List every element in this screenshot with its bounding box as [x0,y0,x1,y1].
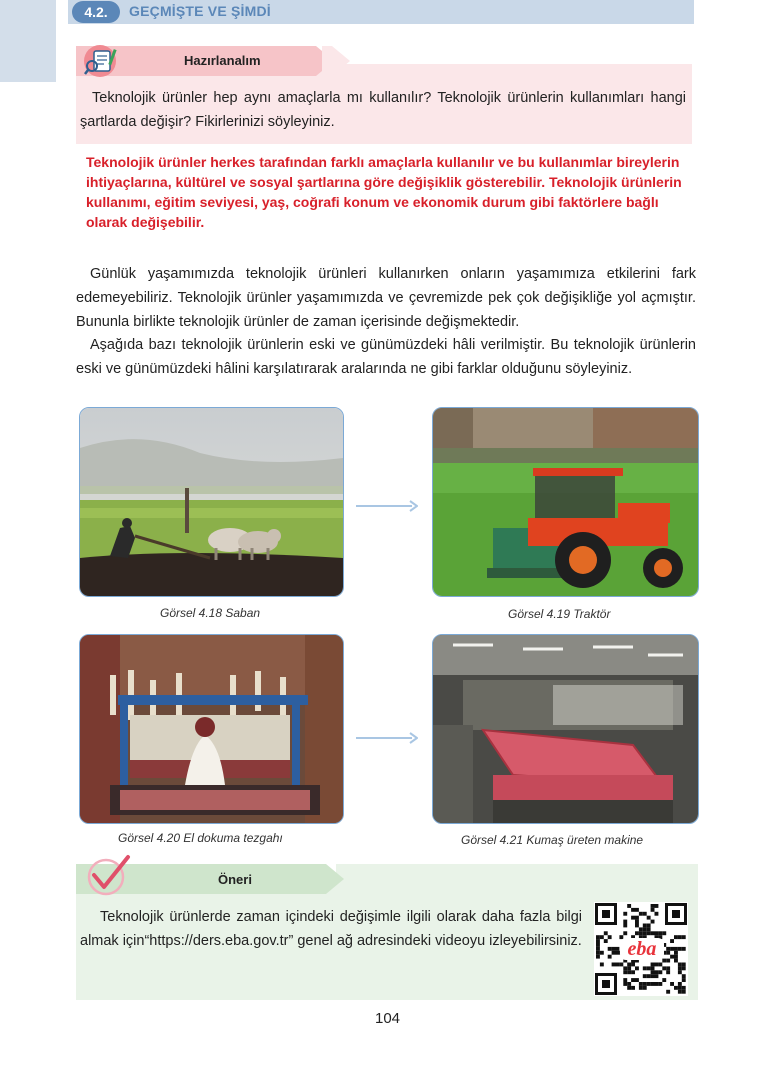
arrow-right-icon [356,499,418,513]
prepare-question: Teknolojik ürünler hep aynı amaçlarla mı kullanılır? Teknolojik ürünlerin kullanımları hangi şartlarda değişir? Fikirlerinizi söyleyiniz. [80,90,686,130]
hand-loom-photo [79,634,344,824]
eba-logo: eba [627,938,657,960]
notebook-icon [82,44,120,78]
arrow-right-icon [356,731,418,745]
tractor-photo [432,407,699,597]
plough-photo [79,407,344,597]
tip-header-tail [336,864,698,894]
figure-caption-plough: Görsel 4.18 Saban [160,606,261,620]
figure-caption-hand-loom: Görsel 4.20 El dokuma tezgahı [118,831,283,845]
section-number: 4.2. [72,1,120,23]
qr-code[interactable] [594,902,688,996]
fabric-machine-photo [432,634,699,824]
section-title: GEÇMİŞTE VE ŞİMDİ [129,3,271,19]
prepare-title: Hazırlanalım [184,53,261,68]
body-paragraph-1: Günlük yaşamımızda teknolojik ürünleri kullanırken onların yaşamımıza etkilerini fark edemeyebiliriz. Teknolojik ürünler yaşamımızda ve çevremizde pek çok değişikliğe yol açmıştır. Bununla birlikte teknolojik ürünler de zaman içerisinde değişmektedir. [76,266,696,330]
side-tab [0,0,56,82]
page-number: 104 [374,1010,401,1027]
tip-title: Öneri [218,872,252,887]
checkmark-icon [84,853,134,897]
body-paragraph-2: Aşağıda bazı teknolojik ürünlerin eski ve günümüzdeki hâli verilmiştir. Bu teknolojik ürünlerin eski ve günümüzdeki hâlini karşılatırarak aralarında ne gibi farklar olduğunu söyleyiniz. [76,337,696,377]
figure-caption-fabric-machine: Görsel 4.21 Kumaş üreten makine [461,833,644,847]
figure-caption-tractor: Görsel 4.19 Traktör [508,607,611,621]
tip-text: Teknolojik ürünlerde zaman içindeki değişimle ilgili olarak daha fazla bilgi almak için“https://ders.eba.gov.tr” genel ağ adresindeki videoyu izleyebilirsiniz. [80,909,582,949]
answer-text: Teknolojik ürünler herkes tarafından farklı amaçlarla kullanılır ve bu kullanımlar bireylerin ihtiyaçlarına, kültürel ve sosyal şartlarına göre değişiklik gösterebilir. Teknolojik ürünlerin kullanımı, eğitim seviyesi, yaş, coğrafi konum ve ekonomik durum gibi faktörlere bağlı olarak değişebilir. [86,154,682,230]
